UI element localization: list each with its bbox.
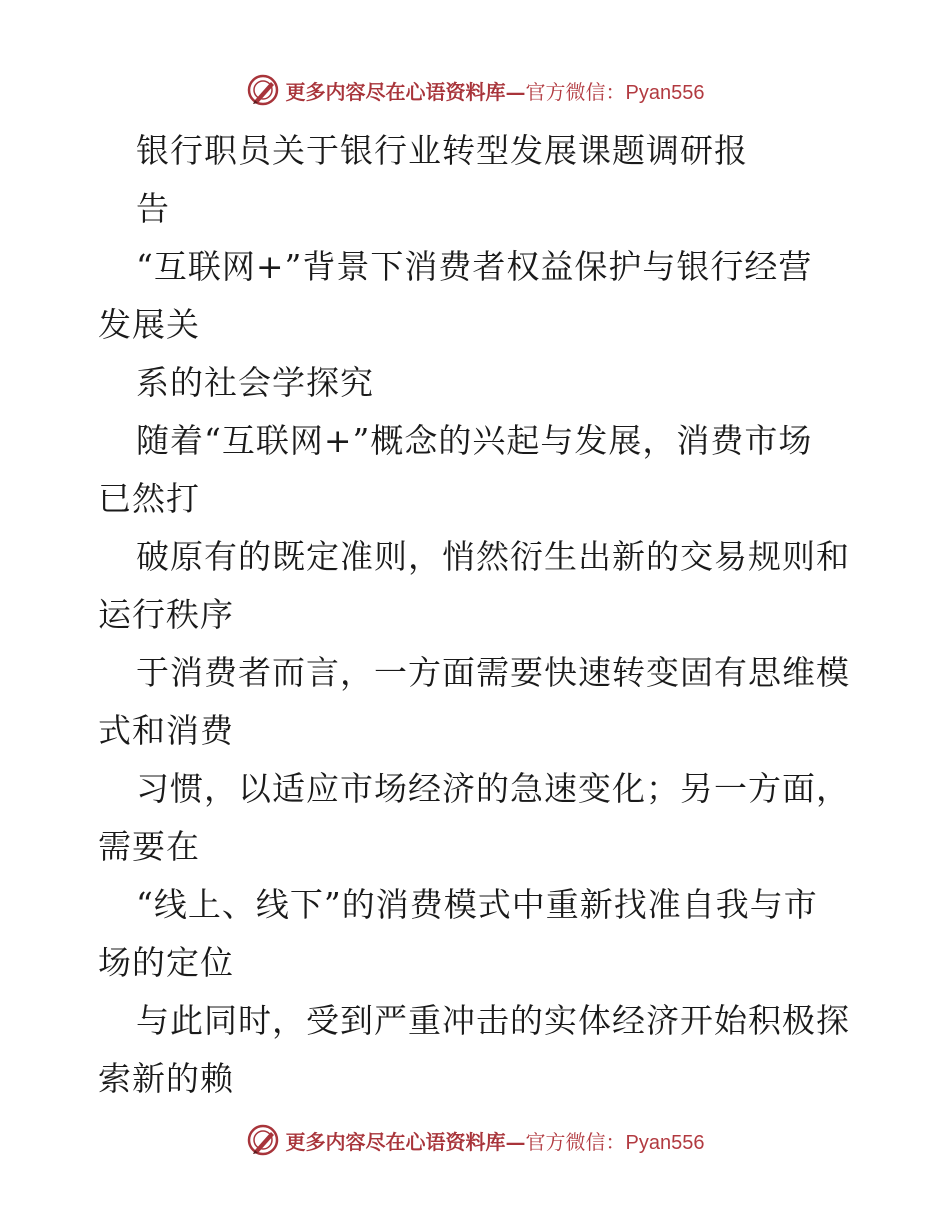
text-line: 于消费者而言，一方面需要快速转变固有思维模 — [136, 653, 850, 692]
footer-banner-text — [286, 1126, 705, 1155]
text-line: 破原有的既定准则，悄然衍生出新的交易规则和 — [136, 537, 850, 576]
pen-logo-icon — [246, 1123, 280, 1157]
text-line: 银行职员关于银行业转型发展课题调研报 — [136, 131, 748, 170]
text-line: 已然打 — [98, 479, 200, 518]
footer-banner — [0, 1120, 950, 1160]
text-line: 运行秩序 — [98, 595, 234, 634]
text-line: 式和消费 — [98, 711, 234, 750]
text-line: 索新的赖 — [98, 1059, 234, 1098]
text-line: “线上、线下”的消费模式中重新找准自我与市 — [136, 885, 818, 924]
header-banner-text — [286, 76, 705, 105]
text-line: 发展关 — [98, 305, 200, 344]
header-banner — [0, 70, 950, 110]
pen-logo-icon — [246, 73, 280, 107]
text-line: 随着“互联网+”概念的兴起与发展，消费市场 — [136, 421, 813, 460]
footer-banner-dash: — — [505, 1129, 526, 1154]
text-line: 场的定位 — [98, 943, 234, 982]
document-body — [98, 122, 858, 1108]
header-banner-main: 更多内容尽在心语资料库 — [285, 79, 506, 104]
text-line: “互联网+”背景下消费者权益保护与银行经营 — [136, 247, 813, 286]
footer-banner-wechat: 官方微信：Pyan556 — [525, 1131, 705, 1154]
header-banner-wechat: 官方微信：Pyan556 — [525, 81, 705, 104]
text-line: 习惯，以适应市场经济的急速变化；另一方面， — [136, 769, 850, 808]
text-line: 系的社会学探究 — [136, 363, 374, 402]
text-line: 需要在 — [98, 827, 200, 866]
text-line: 与此同时，受到严重冲击的实体经济开始积极探 — [136, 1001, 850, 1040]
header-banner-dash: — — [505, 79, 526, 104]
footer-banner-main: 更多内容尽在心语资料库 — [285, 1129, 506, 1154]
text-line: 告 — [136, 189, 170, 228]
